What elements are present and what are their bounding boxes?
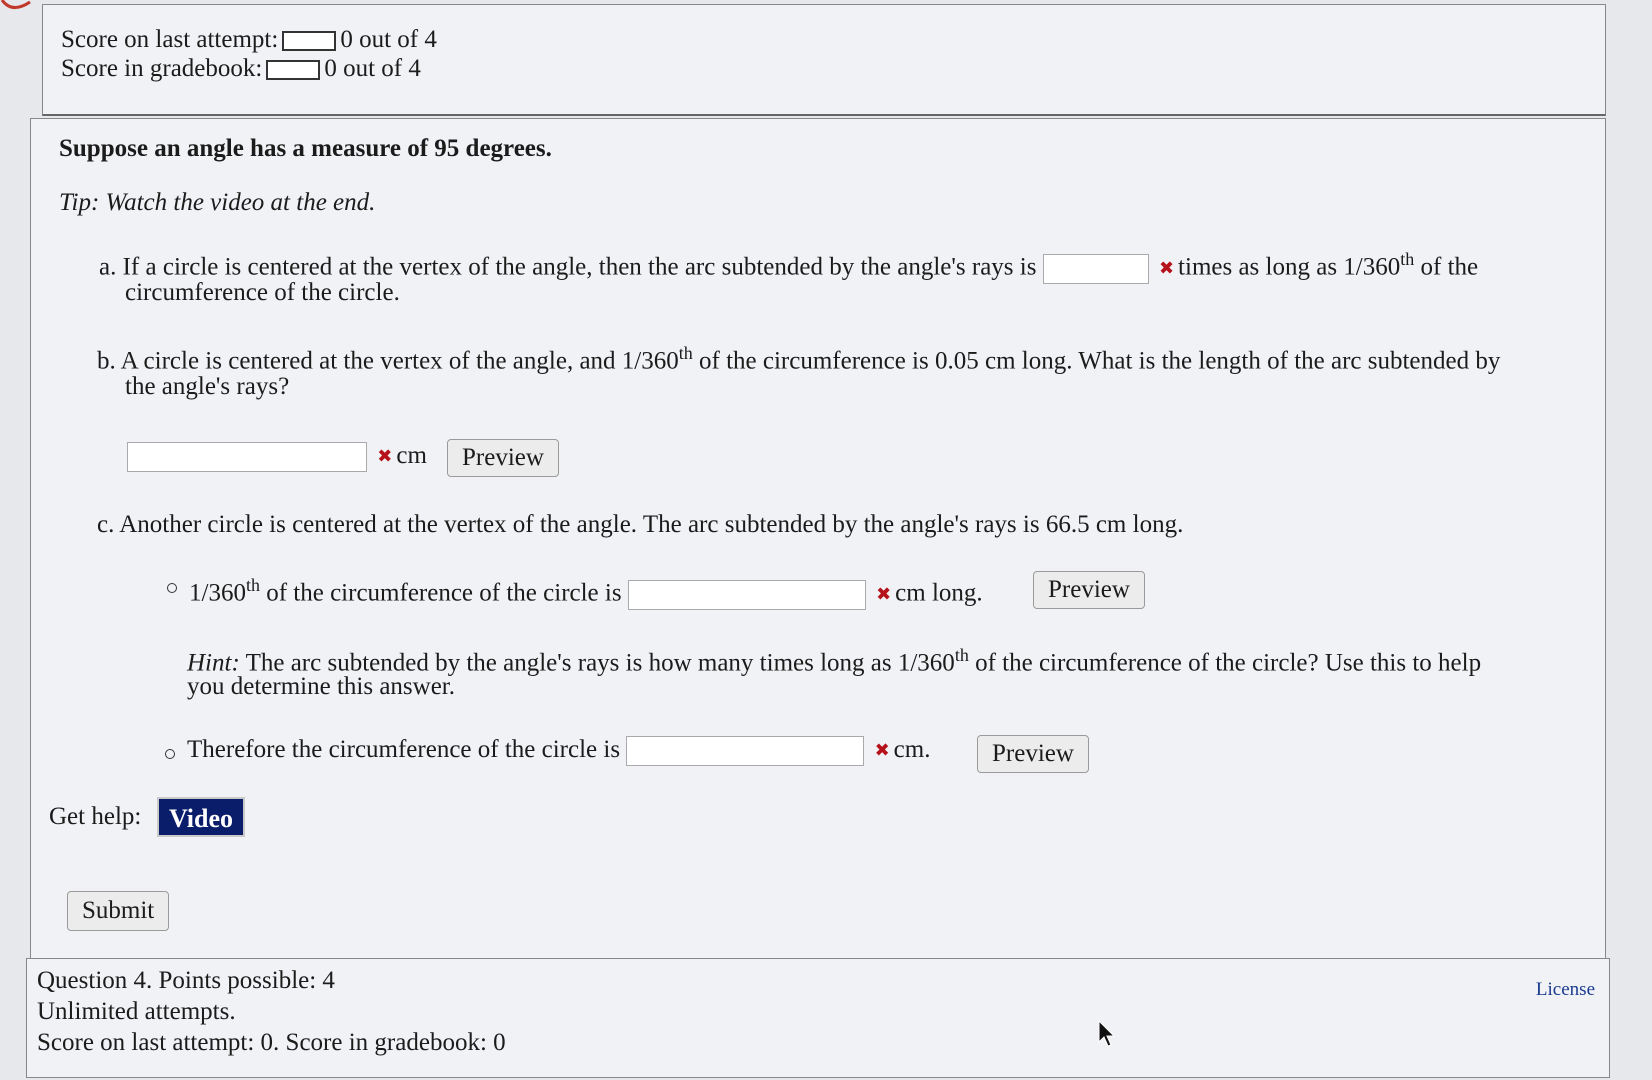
error-mark-icon: ✖ bbox=[1158, 257, 1175, 279]
license-link[interactable]: License bbox=[1535, 979, 1595, 1000]
part-b-line1: b. A circle is centered at the vertex of the angle, and 1/360th of the circumference is 0.05 cm long. What is the length of the arc subtended by bbox=[97, 343, 1501, 375]
part-a-line2: circumference of the circle. bbox=[125, 279, 400, 306]
question-info-panel bbox=[26, 958, 1610, 1078]
part-c-partial-circumference-input[interactable] bbox=[628, 580, 866, 610]
get-help-label: Get help: bbox=[49, 803, 142, 830]
browser-edge-icon bbox=[0, 0, 40, 20]
part-c-hint-line2: you determine this answer. bbox=[187, 673, 455, 700]
part-a-line1: a. If a circle is centered at the vertex of the angle, then the arc subtended by the angle's rays is ✖ times as long as 1/360th of the bbox=[99, 243, 1478, 285]
score-last-attempt: Score on last attempt: 0 out of 4 bbox=[61, 26, 437, 53]
part-c-preview-button-1[interactable]: Preview bbox=[1033, 571, 1145, 609]
bullet-icon bbox=[167, 583, 177, 593]
error-mark-icon: ✖ bbox=[876, 583, 892, 605]
tip-text: Tip: Watch the video at the end. bbox=[59, 189, 376, 216]
part-c-circumference-input[interactable] bbox=[626, 736, 864, 766]
submit-button[interactable]: Submit bbox=[67, 891, 169, 931]
question-panel bbox=[30, 118, 1606, 960]
part-b-answer-input[interactable] bbox=[127, 442, 367, 472]
error-mark-icon: ✖ bbox=[874, 740, 890, 762]
part-c-bullet1: 1/360th of the circumference of the circle is ✖ cm long. bbox=[189, 569, 983, 611]
score-summary-text: Score on last attempt: 0. Score in gradebook: 0 bbox=[37, 1029, 506, 1056]
part-b-answer-row: ✖ cm bbox=[127, 440, 427, 473]
part-b-preview-button[interactable]: Preview bbox=[447, 439, 559, 477]
points-possible-text: Question 4. Points possible: 4 bbox=[37, 967, 335, 994]
part-c-bullet2: Therefore the circumference of the circle is ✖ cm. bbox=[187, 734, 930, 767]
part-c-preview-button-2[interactable]: Preview bbox=[977, 735, 1089, 773]
part-b-line2: the angle's rays? bbox=[125, 373, 290, 400]
part-a-answer-input[interactable] bbox=[1043, 254, 1149, 284]
error-mark-icon: ✖ bbox=[377, 446, 393, 468]
score-panel bbox=[42, 4, 1606, 116]
video-help-button[interactable]: Video bbox=[157, 797, 245, 837]
question-heading: Suppose an angle has a measure of 95 degrees. bbox=[59, 135, 552, 162]
bullet-icon bbox=[165, 749, 175, 759]
attempts-text: Unlimited attempts. bbox=[37, 998, 236, 1025]
mouse-cursor-icon bbox=[1098, 1020, 1118, 1050]
score-indicator-box bbox=[282, 31, 336, 51]
score-gradebook: Score in gradebook: 0 out of 4 bbox=[61, 55, 421, 82]
part-c-hint-line1: Hint: The arc subtended by the angle's rays is how many times long as 1/360th of the circumference of the circle? Use this to help bbox=[187, 645, 1482, 677]
part-c-line1: c. Another circle is centered at the vertex of the angle. The arc subtended by the angle's rays is 66.5 cm long. bbox=[97, 511, 1184, 538]
score-indicator-box bbox=[266, 60, 320, 80]
